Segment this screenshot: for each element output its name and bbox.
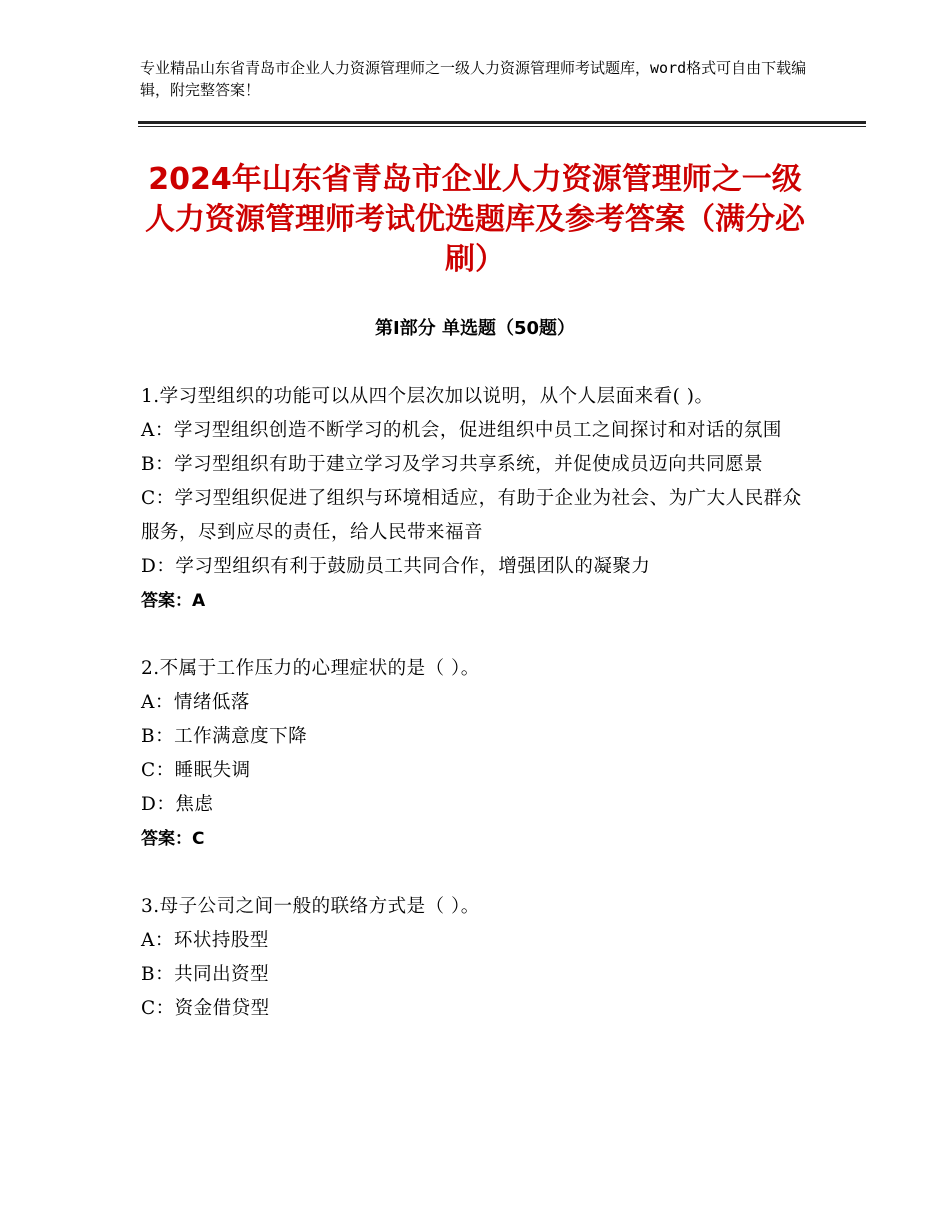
- option-a: A：环状持股型: [141, 930, 269, 951]
- question-1: [141, 380, 813, 618]
- question-3: [141, 890, 813, 1026]
- option-b: B：共同出资型: [141, 964, 270, 985]
- option-b: B：学习型组织有助于建立学习及学习共享系统，并促使成员迈向共同愿景: [141, 454, 764, 475]
- section-heading: 第Ⅰ部分 单选题（50题）: [374, 318, 575, 339]
- option-a: A：学习型组织创造不断学习的机会，促进组织中员工之间探讨和对话的氛围: [141, 420, 782, 441]
- option-c: C：资金借贷型: [141, 998, 270, 1019]
- answer: 答案：C: [141, 829, 205, 849]
- header-rule-thin: [138, 126, 866, 127]
- option-d: D：学习型组织有利于鼓励员工共同合作，增强团队的凝聚力: [141, 556, 651, 577]
- option-d: D：焦虑: [141, 794, 214, 815]
- question-list: [141, 380, 813, 1026]
- question-2: [141, 652, 813, 856]
- question-stem: 3.母子公司之间一般的联络方式是（ ）。: [141, 896, 480, 917]
- document-title: 2024年山东省青岛市企业人力资源管理师之一级人力资源管理师考试优选题库及参考答案（满分必刷）: [145, 162, 805, 277]
- header-note: 专业精品山东省青岛市企业人力资源管理师之一级人力资源管理师考试题库，word格式可自由下载编辑，附完整答案！: [140, 59, 807, 99]
- question-stem: 1.学习型组织的功能可以从四个层次加以说明，从个人层面来看( )。: [141, 386, 714, 407]
- option-c: C：学习型组织促进了组织与环境相适应，有助于企业为社会、为广大人民群众服务，尽到应尽的责任，给人民带来福音: [141, 488, 802, 543]
- option-a: A：情绪低落: [141, 692, 250, 713]
- question-stem: 2.不属于工作压力的心理症状的是（ ）。: [141, 658, 480, 679]
- answer: 答案：A: [141, 591, 206, 611]
- option-c: C：睡眠失调: [141, 760, 251, 781]
- option-b: B：工作满意度下降: [141, 726, 308, 747]
- header-rule-thick: [138, 121, 866, 124]
